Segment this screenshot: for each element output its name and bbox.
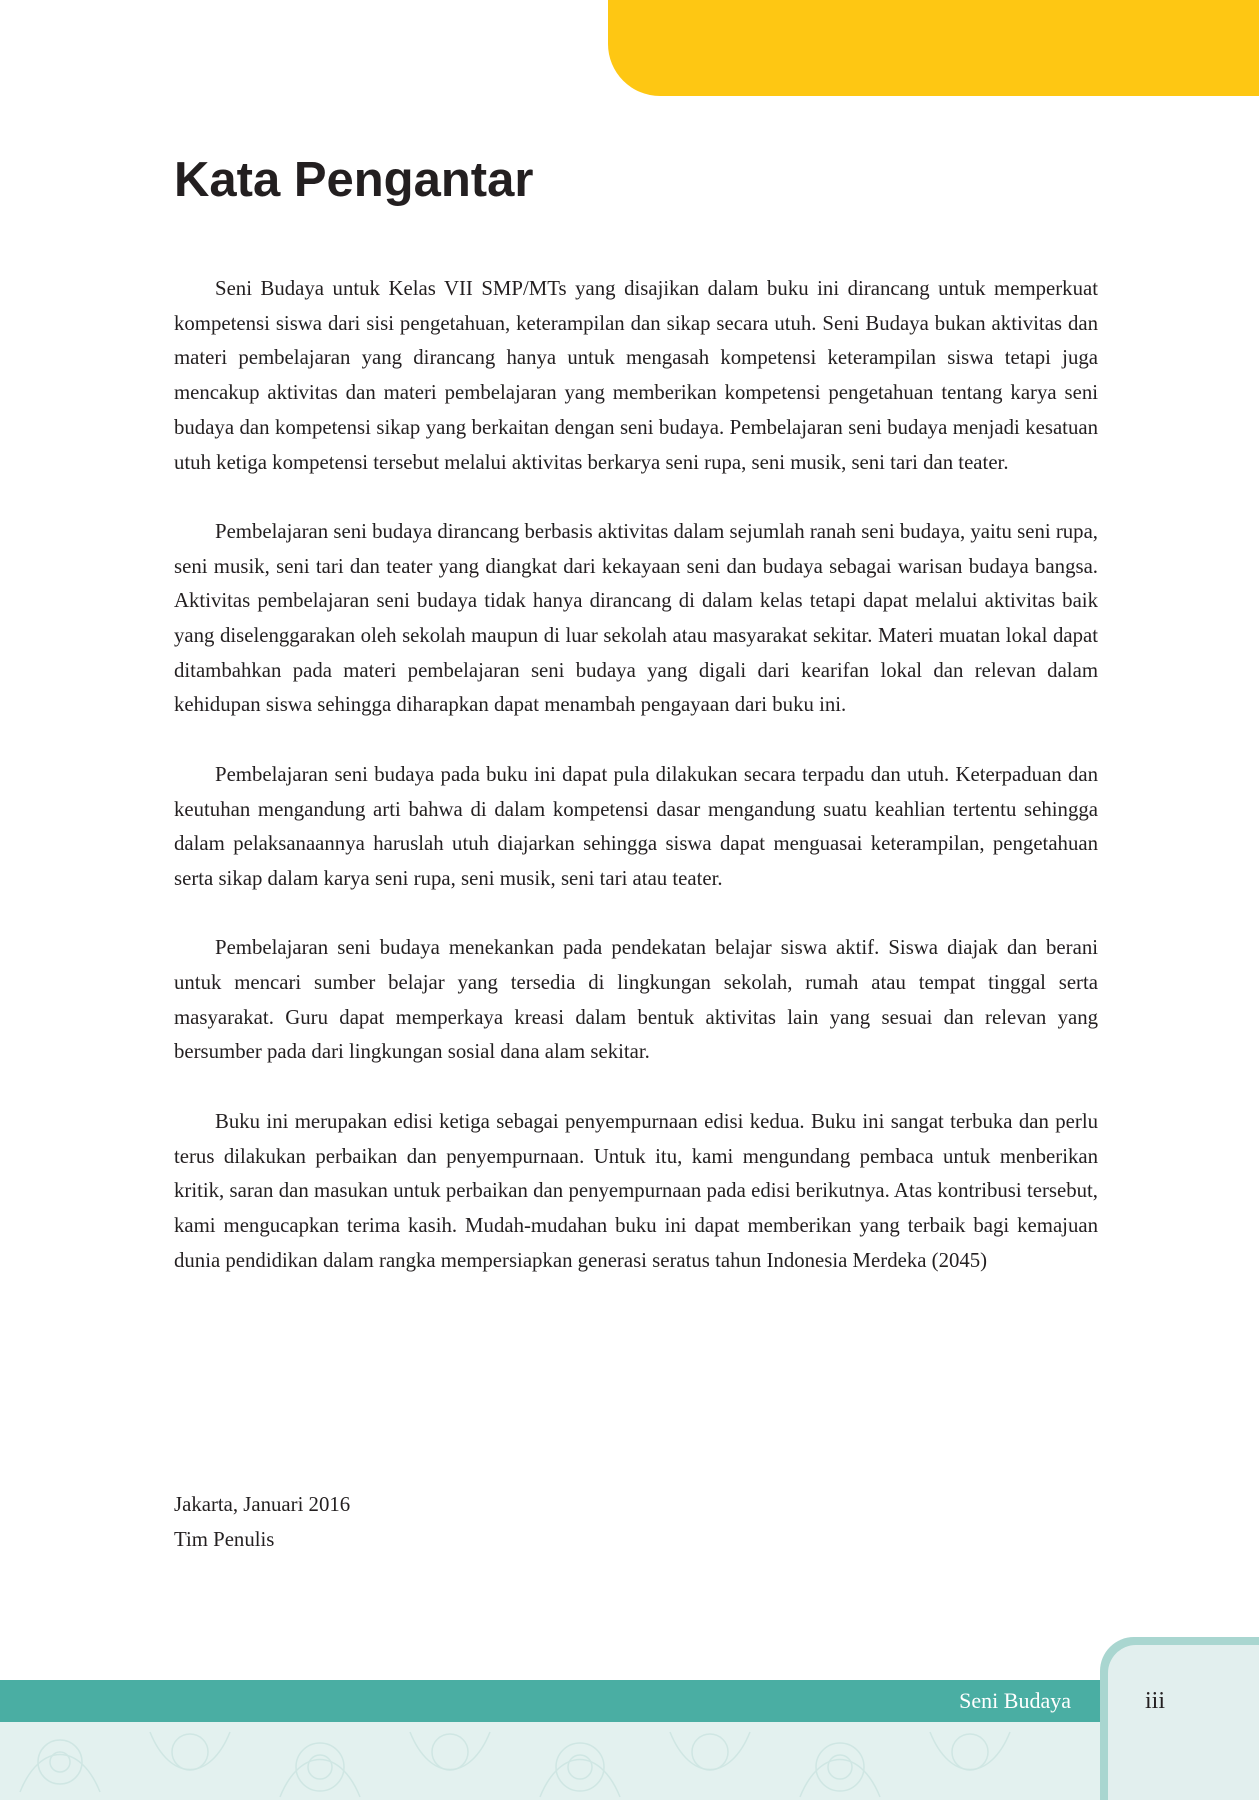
signature-place-date: Jakarta, Januari 2016: [174, 1493, 351, 1516]
page-number: iii: [1144, 1688, 1165, 1714]
header-accent-tab: [608, 0, 1259, 96]
page-footer: [0, 1637, 1259, 1800]
paragraph: Pembelajaran seni budaya menekankan pada pendekatan belajar siswa aktif. Siswa diajak dan berani untuk mencari sumber belajar yang tersedia di lingkungan sekolah, rumah atau tempat tinggal serta masyarakat. Guru dapat memperkaya kreasi dalam bentuk aktivitas lain yang sesuai dan relevan yang bersumber pada dari lingkungan sosial dana alam sekitar.: [174, 936, 1098, 1064]
signature-author: Tim Penulis: [174, 1528, 275, 1551]
paragraph: Buku ini merupakan edisi ketiga sebagai penyempurnaan edisi kedua. Buku ini sangat terbuka dan perlu terus dilakukan perbaikan dan penyempurnaan. Untuk itu, kami mengundang pembaca untuk menberikan kritik, saran dan masukan untuk perbaikan dan penyempurnaan pada edisi berikutnya. Atas kontribusi tersebut, kami mengucapkan terima kasih. Mudah-mudahan buku ini dapat memberikan yang terbaik bagi kemajuan dunia pendidikan dalam rangka mempersiapkan generasi seratus tahun Indonesia Merdeka (2045): [174, 1109, 1098, 1272]
footer-book-title: Seni Budaya: [959, 1688, 1071, 1713]
page-title: Kata Pengantar: [174, 153, 534, 207]
footer-decorative-pattern: [0, 1722, 1259, 1800]
page-number-tab-inner: [1108, 1645, 1259, 1800]
paragraph: Pembelajaran seni budaya pada buku ini dapat pula dilakukan secara terpadu dan utuh. Keterpaduan dan keutuhan mengandung arti bahwa di dalam kompetensi dasar mengandung suatu keahlian tertentu sehingga dalam pelaksanaannya haruslah utuh diajarkan sehingga siswa dapat menguasai keterampilan, pengetahuan serta sikap dalam karya seni rupa, seni musik, seni tari atau teater.: [174, 762, 1098, 890]
paragraph: Seni Budaya untuk Kelas VII SMP/MTs yang disajikan dalam buku ini dirancang untuk memperkuat kompetensi siswa dari sisi pengetahuan, keterampilan dan sikap secara utuh. Seni Budaya bukan aktivitas dan materi pembelajaran yang dirancang hanya untuk mengasah kompetensi keterampilan siswa tetapi juga mencakup aktivitas dan materi pembelajaran yang memberikan kompetensi pengetahuan tentang karya seni budaya dan kompetensi sikap yang berkaitan dengan seni budaya. Pembelajaran seni budaya menjadi kesatuan utuh ketiga kompetensi tersebut melalui aktivitas berkarya seni rupa, seni musik, seni tari dan teater.: [174, 277, 1098, 474]
foreword-body: [174, 272, 1098, 1313]
floral-pattern-icon: [0, 1722, 1259, 1800]
signature-block: [174, 1487, 350, 1557]
paragraph: Pembelajaran seni budaya dirancang berbasis aktivitas dalam sejumlah ranah seni budaya, yaitu seni rupa, seni musik, seni tari dan teater yang diangkat dari kekayaan seni dan budaya sebagai warisan budaya bangsa. Aktivitas pembelajaran seni budaya tidak hanya dirancang di dalam kelas tetapi dapat melalui aktivitas baik yang diselenggarakan oleh sekolah maupun di luar sekolah atau masyarakat sekitar. Materi muatan lokal dapat ditambahkan pada materi pembelajaran seni budaya yang digali dari kearifan lokal dan relevan dalam kehidupan siswa sehingga diharapkan dapat menambah pengayaan dari buku ini.: [174, 519, 1098, 717]
